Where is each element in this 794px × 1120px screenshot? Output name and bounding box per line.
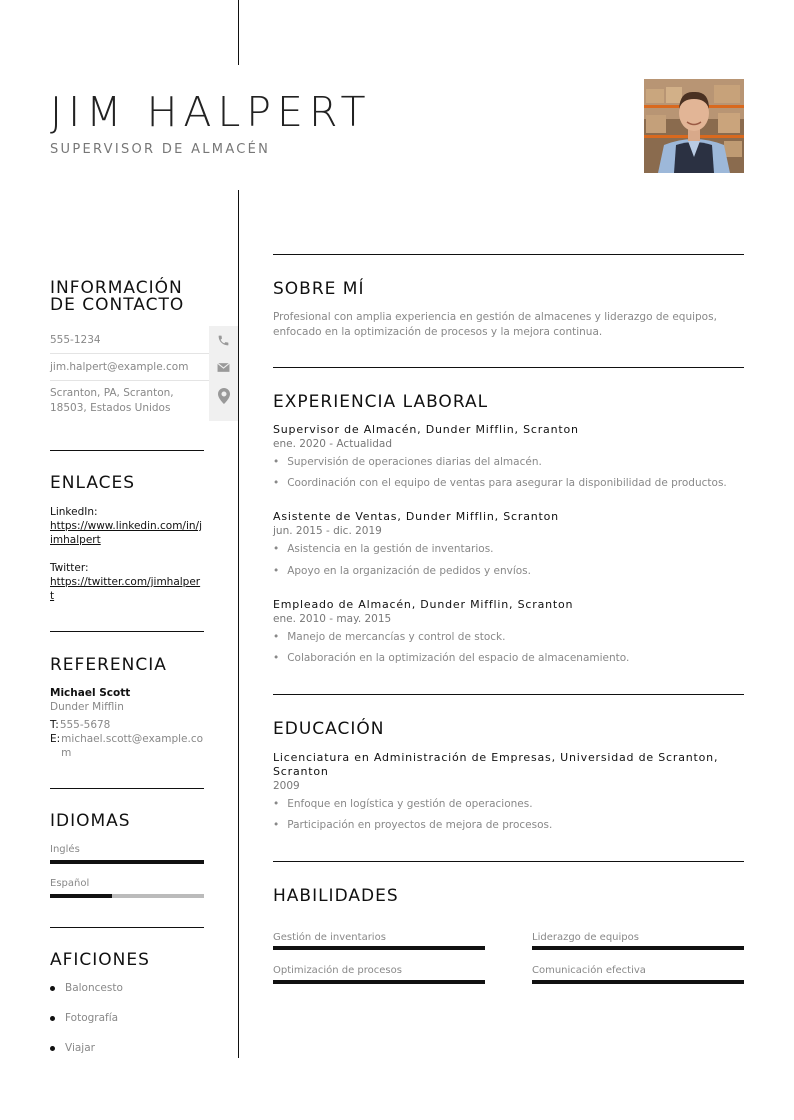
- reference-email: michael.scott@example.com: [61, 733, 204, 759]
- education-bullet: • Participación en proyectos de mejora de procesos.: [273, 819, 744, 831]
- contact-heading: INFORMACIÓN DE CONTACTO: [50, 278, 185, 315]
- language-english-label: Inglés: [50, 844, 80, 855]
- job-title: Supervisor de Almacén, Dunder Mifflin, Scranton: [273, 423, 579, 436]
- job-bullet: • Colaboración en la optimización del espacio de almacenamiento.: [273, 652, 744, 664]
- education-bullet: • Enfoque en logística y gestión de operaciones.: [273, 798, 744, 810]
- linkedin-label: LinkedIn:: [50, 506, 98, 518]
- contact-phone-icon-cell: [209, 326, 238, 354]
- reference-email-label: E:: [50, 733, 61, 745]
- main-vertical-divider: [238, 190, 239, 1058]
- contact-phone: 555-1234: [50, 334, 101, 346]
- job-bullet: • Manejo de mercancías y control de stock.: [273, 631, 744, 643]
- contact-address: Scranton, PA, Scranton, 18503, Estados Unidos: [50, 387, 174, 414]
- envelope-icon: [217, 362, 230, 373]
- reference-heading: REFERENCIA: [50, 655, 167, 675]
- divider-links: [50, 450, 204, 451]
- divider-hobbies: [50, 927, 204, 928]
- candidate-name: JIM HALPERT: [50, 88, 372, 136]
- skill-label: Liderazgo de equipos: [532, 932, 639, 943]
- bullet-dot-icon: [50, 1046, 55, 1051]
- language-spanish-fill: [50, 894, 112, 898]
- about-heading: SOBRE MÍ: [273, 279, 365, 299]
- language-spanish-label: Español: [50, 878, 90, 889]
- job-bullet: • Coordinación con el equipo de ventas para asegurar la disponibilidad de productos.: [273, 477, 744, 489]
- job-title: Empleado de Almacén, Dunder Mifflin, Scranton: [273, 598, 574, 611]
- candidate-job-title: SUPERVISOR DE ALMACÉN: [50, 142, 271, 157]
- skill-bar: [532, 980, 744, 984]
- job-title: Asistente de Ventas, Dunder Mifflin, Scranton: [273, 510, 559, 523]
- contact-email: jim.halpert@example.com: [50, 361, 189, 373]
- reference-phone: 555-5678: [59, 719, 111, 731]
- twitter-label: Twitter:: [50, 562, 89, 574]
- reference-name: Michael Scott: [50, 687, 131, 699]
- languages-heading: IDIOMAS: [50, 811, 131, 831]
- job-dates: ene. 2010 - may. 2015: [273, 613, 392, 625]
- reference-phone-label: T:: [50, 719, 59, 731]
- linkedin-block: [50, 505, 204, 547]
- skill-bar: [273, 946, 485, 950]
- education-heading: EDUCACIÓN: [273, 719, 385, 739]
- reference-phone-row: [50, 718, 204, 732]
- linkedin-link[interactable]: https://www.linkedin.com/in/jimhalpert: [50, 520, 202, 546]
- divider-skills: [273, 861, 744, 862]
- profile-photo: [644, 79, 744, 173]
- contact-email-icon-cell: [209, 354, 238, 381]
- twitter-link[interactable]: https://twitter.com/jimhalpert: [50, 576, 201, 602]
- divider-experience: [273, 367, 744, 368]
- hobby-item: Viajar: [50, 1042, 95, 1054]
- top-vertical-divider: [238, 0, 239, 65]
- hobbies-heading: AFICIONES: [50, 950, 150, 970]
- about-text: Profesional con amplia experiencia en gestión de almacenes y liderazgo de equipos, enfocado en la optimización de procesos y la mejora continua.: [273, 311, 717, 338]
- education-degree: Licenciatura en Administración de Empresas, Universidad de Scranton, Scranton: [273, 751, 719, 778]
- language-spanish-bar: [50, 894, 204, 898]
- reference-company: Dunder Mifflin: [50, 701, 124, 713]
- job-bullet: • Apoyo en la organización de pedidos y envíos.: [273, 565, 744, 577]
- experience-heading: EXPERIENCIA LABORAL: [273, 392, 489, 412]
- job-bullet: • Asistencia en la gestión de inventarios.: [273, 543, 744, 555]
- bullet-dot-icon: [50, 986, 55, 991]
- job-dates: ene. 2020 - Actualidad: [273, 438, 393, 450]
- language-english-fill: [50, 860, 204, 864]
- phone-icon: [217, 334, 230, 347]
- job-bullet: • Supervisión de operaciones diarias del almacén.: [273, 456, 744, 468]
- hobby-item: Baloncesto: [50, 982, 123, 994]
- job-dates: jun. 2015 - dic. 2019: [273, 525, 382, 537]
- divider-languages: [50, 788, 204, 789]
- reference-block: [50, 686, 204, 760]
- links-heading: ENLACES: [50, 473, 136, 493]
- reference-email-row: [50, 732, 204, 760]
- divider-about: [273, 254, 744, 255]
- divider-education: [273, 694, 744, 695]
- skill-label: Optimización de procesos: [273, 965, 402, 976]
- skill-bar: [532, 946, 744, 950]
- twitter-block: [50, 561, 204, 603]
- skill-label: Comunicación efectiva: [532, 965, 646, 976]
- hobby-item: Fotografía: [50, 1012, 118, 1024]
- skill-bar: [273, 980, 485, 984]
- contact-address-icon-cell: [209, 381, 238, 421]
- skills-heading: HABILIDADES: [273, 886, 399, 906]
- bullet-dot-icon: [50, 1016, 55, 1021]
- map-pin-icon: [218, 388, 230, 404]
- language-english-bar: [50, 860, 204, 864]
- education-year: 2009: [273, 780, 300, 792]
- skill-label: Gestión de inventarios: [273, 932, 386, 943]
- divider-reference: [50, 631, 204, 632]
